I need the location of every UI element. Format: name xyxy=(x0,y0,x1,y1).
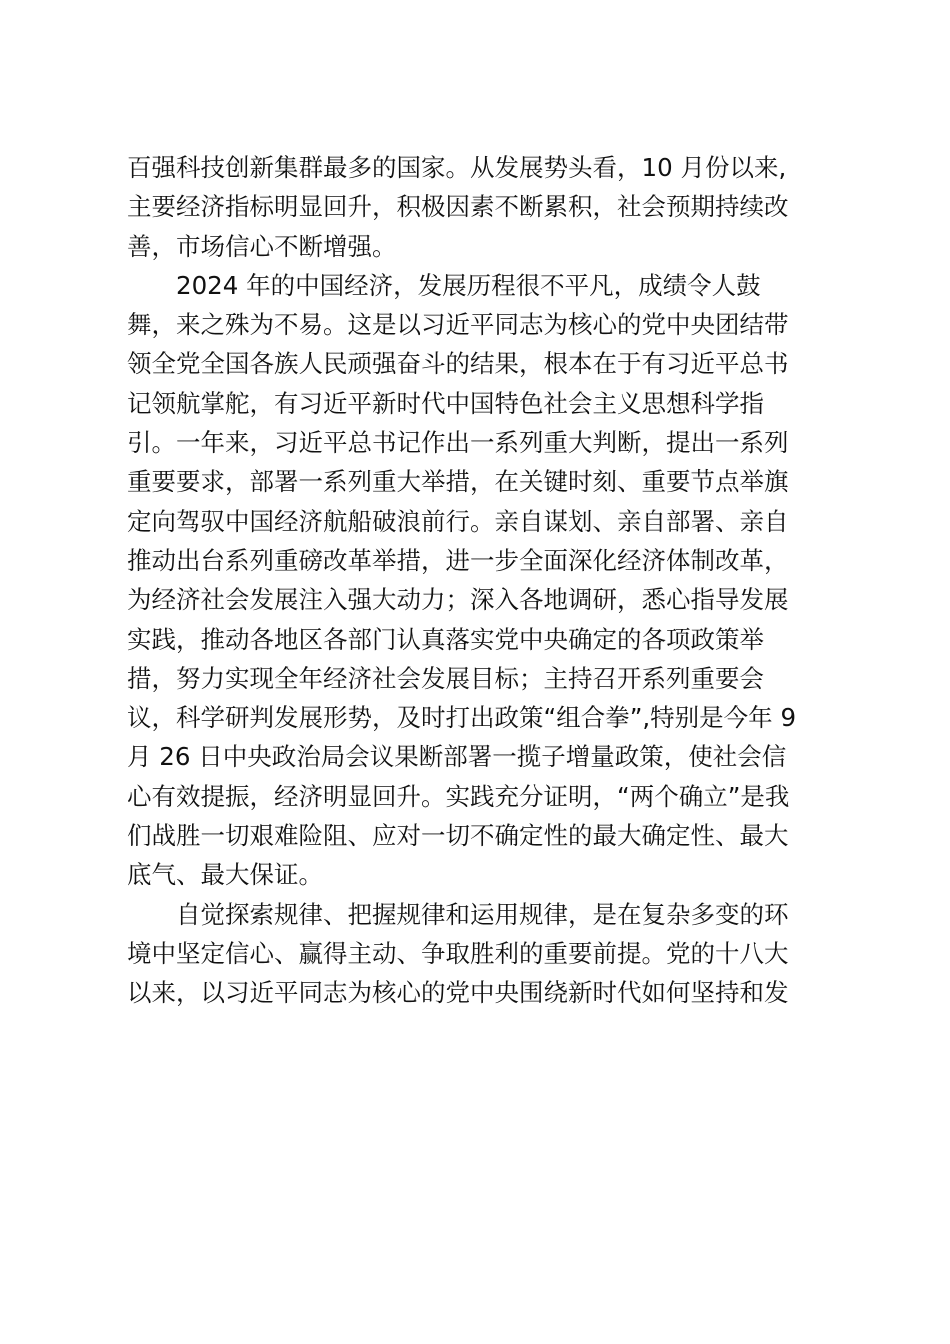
text-line: 2024 年的中国经济，发展历程很不平凡，成绩令人鼓 xyxy=(176,270,761,300)
text-line: 定向驾驭中国经济航船破浪前行。亲自谋划、亲自部署、亲自 xyxy=(127,506,789,536)
text-line: 舞，来之殊为不易。这是以习近平同志为核心的党中央团结带 xyxy=(127,310,789,340)
text-line: 境中坚定信心、赢得主动、争取胜利的重要前提。党的十八大 xyxy=(127,938,789,968)
text-line: 实践，推动各地区各部门认真落实党中央确定的各项政策举 xyxy=(127,624,764,654)
text-line: 议，科学研判发展形势，及时打出政策“组合拳”,特别是今年 9 xyxy=(127,703,797,733)
text-line: 主要经济指标明显回升，积极因素不断累积，社会预期持续改 xyxy=(127,192,789,222)
text-line: 善，市场信心不断增强。 xyxy=(127,231,397,261)
text-line: 重要要求，部署一系列重大举措，在关键时刻、重要节点举旗 xyxy=(127,467,789,497)
text-line: 措，努力实现全年经济社会发展目标；主持召开系列重要会 xyxy=(127,663,764,693)
text-line: 百强科技创新集群最多的国家。从发展势头看，10 月份以来, xyxy=(127,153,787,182)
text-line: 底气、最大保证。 xyxy=(127,860,323,890)
text-line: 为经济社会发展注入强大动力；深入各地调研，悉心指导发展 xyxy=(127,585,789,615)
paragraph xyxy=(127,895,827,1013)
paragraph xyxy=(127,148,827,266)
text-line: 领全党全国各族人民顽强奋斗的结果，根本在于有习近平总书 xyxy=(127,349,789,379)
paragraph xyxy=(127,266,827,895)
document-body xyxy=(127,148,827,1013)
text-line: 推动出台系列重磅改革举措，进一步全面深化经济体制改革， xyxy=(127,545,789,575)
text-line: 们战胜一切艰难险阻、应对一切不确定性的最大确定性、最大 xyxy=(127,821,789,851)
text-line: 以来，以习近平同志为核心的党中央围绕新时代如何坚持和发 xyxy=(127,978,789,1008)
text-line: 记领航掌舵，有习近平新时代中国特色社会主义思想科学指 xyxy=(127,388,764,418)
text-line: 引。一年来，习近平总书记作出一系列重大判断，提出一系列 xyxy=(127,428,789,458)
text-line: 心有效提振，经济明显回升。实践充分证明，“两个确立”是我 xyxy=(127,781,790,811)
text-line: 月 26 日中央政治局会议果断部署一揽子增量政策，使社会信 xyxy=(127,742,787,772)
text-line: 自觉探索规律、把握规律和运用规律，是在复杂多变的环 xyxy=(176,899,789,929)
